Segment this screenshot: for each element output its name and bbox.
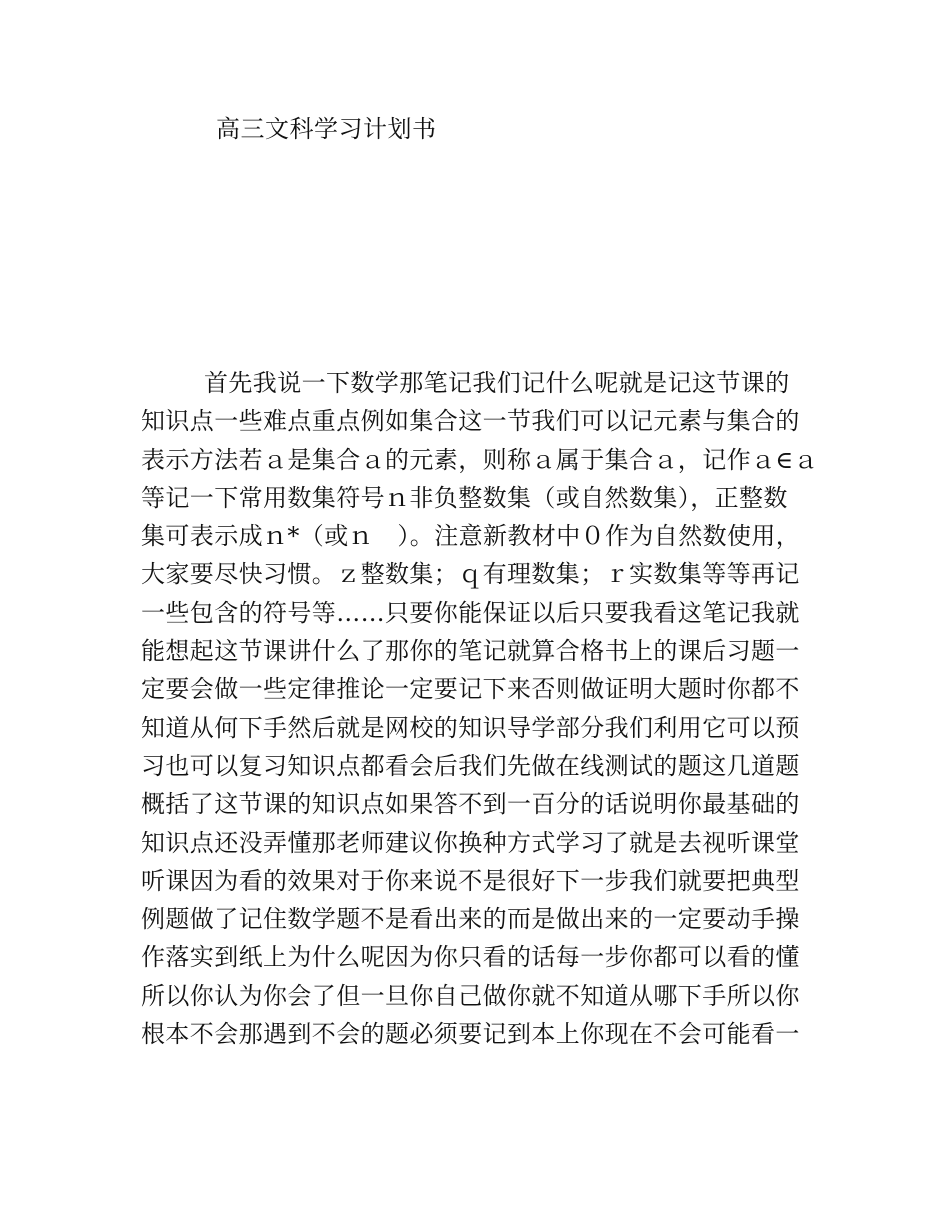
body-line: 习也可以复习知识点都看会后我们先做在线测试的题这几道题 [141,751,800,780]
body-line: 概括了这节课的知识点如果答不到一百分的话说明你最基础的 [141,790,800,819]
body-line: 大家要尽快习惯。ｚ整数集；ｑ有理数集；ｒ实数集等等再记 [141,560,800,589]
body-line: 作落实到纸上为什么呢因为你只看的话每一步你都可以看的懂 [141,943,800,972]
document-title: 高三文科学习计划书 [216,115,437,143]
body-line: 知识点还没弄懂那老师建议你换种方式学习了就是去视听课堂 [141,828,800,857]
body-line: 根本不会那遇到不会的题必须要记到本上你现在不会可能看一 [141,1020,800,1049]
body-line: 知识点一些难点重点例如集合这一节我们可以记元素与集合的 [141,407,800,436]
body-line: 所以你认为你会了但一旦你自己做你就不知道从哪下手所以你 [141,981,800,1010]
body-line: 定要会做一些定律推论一定要记下来否则做证明大题时你都不 [141,675,800,704]
document-body [141,364,821,1053]
body-line: 一些包含的符号等……只要你能保证以后只要我看这笔记我就 [141,598,800,627]
body-line: 能想起这节课讲什么了那你的笔记就算合格书上的课后习题一 [141,637,800,666]
body-line: 听课因为看的效果对于你来说不是很好下一步我们就要把典型 [141,866,800,895]
body-line: 首先我说一下数学那笔记我们记什么呢就是记这节课的 [204,369,790,397]
body-line: 等记一下常用数集符号ｎ非负整数集（或自然数集），正整数 [141,483,788,512]
body-line: 知道从何下手然后就是网校的知识导学部分我们利用它可以预 [141,713,800,742]
body-line: 集可表示成ｎ*（或ｎ ）。注意新教材中０作为自然数使用， [141,522,801,551]
body-line: 表示方法若ａ是集合ａ的元素，则称ａ属于集合ａ，记作ａ∈ａ [141,445,818,474]
body-line: 例题做了记住数学题不是看出来的而是做出来的一定要动手操 [141,905,800,934]
